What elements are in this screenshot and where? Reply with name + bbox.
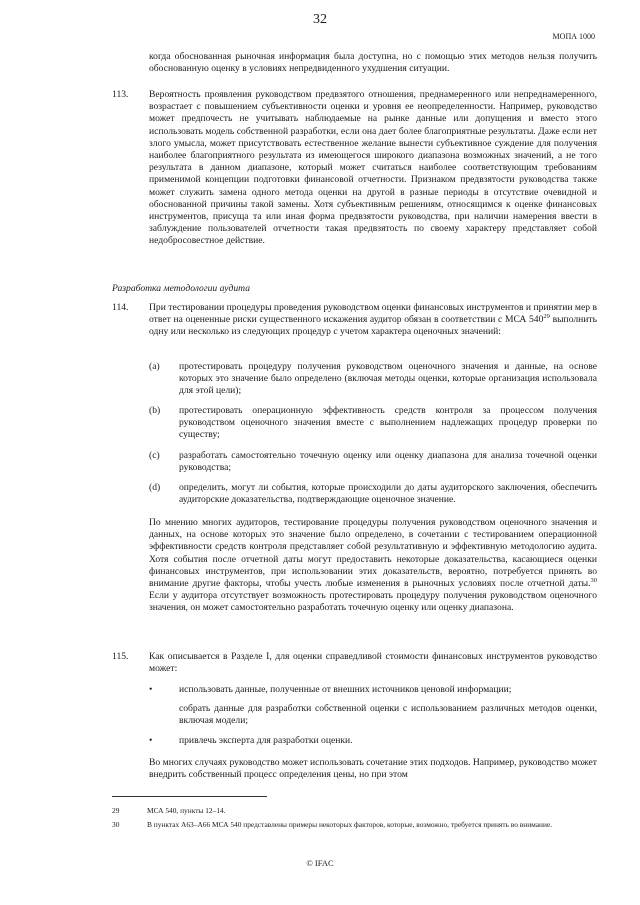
page-number: 32 [313,12,327,27]
text-segment: При тестировании процедуры проведения руководством оценки финансовых инструментов и принятии мер в ответ на оцененные риски существенного искажения аудитор обязан в соответствии с МСА 540 [149,302,597,326]
paragraph-113 [112,89,597,248]
text-segment: По мнению многих аудиторов, тестирование процедуры получения руководством оценочного значения и данных, на основе которых это значение было определено, в сочетании с тестированием операционной эффективности средств контроля представляет собой результативную и эффективную методологию аудита. Хотя события после отчетной даты могут предоставить некоторые доказательства, касающиеся оценки финансовых инструментов, при использовании этих доказательств, вероятно, потребуется принять во внимание другие факторы, чтобы учесть любые изменения в рыночных условиях после отчетной даты. [149,517,597,590]
paragraph-text: Вероятность проявления руководством предвзятого отношения, преднамеренного или непреднамеренного, возрастает с повышением субъективности оценки и уровня ее неопределенности. Например, руководство может предпочесть не учитывать наблюдаемые на рынке данные или допущения и вместо этого использовать модель собственной разработки, если она дает более благоприятные результаты. Даже если нет злого умысла, может присутствовать естественное желание вынести субъективное суждение для получения наиболее благоприятного результата из имеющегося широкого диапазона возможных значений, а не того результата в данном диапазоне, который может считаться наиболее соответствующим требованиям применимой концепции подготовки финансовой отчетности. Признаком предвзятости руководства также может служить замена одного метода оценки на другой в разные периоды в отсутствие очевидной и обоснованной причины такой замены. Хотя субъективным решениям, относящимся к оценке финансовых инструментов, присуща та или иная форма предвзятости руководства, при наличии намерения ввести в заблуждение пользователей отчетности такая предвзятость по своему характеру представляет собой недобросовестное действие. [149,89,597,247]
list-item-b [149,405,597,442]
bullet-item [149,735,597,747]
text-segment: Если у аудитора отсутствует возможность протестировать процедуру получения руководством оценочного значения, он может самостоятельно разработать точечную оценку или оценку диапазона. [149,590,597,614]
footnote-ref: 29 [543,313,550,321]
paragraph-114-continued [149,517,597,615]
bullet-text: использовать данные, полученные от внешних источников ценовой информации; [179,684,512,695]
list-item-c [149,450,597,474]
list-label: (b) [149,405,161,416]
text-segment: выполнить одну или несколько из следующих процедур с учетом характера оценочных значений: [149,314,597,338]
paragraph-text: Как описывается в Разделе I, для оценки справедливой стоимости финансовых инструментов руководство может: [149,651,597,675]
bullet-text: собрать данные для разработки собственной оценки с использованием различных методов оценки, включая модели; [179,703,597,727]
footnote-text: В пунктах А63–А66 МСА 540 представлены примеры некоторых факторов, которые, возможно, требуется принять во внимание. [147,820,553,829]
list-text: разработать самостоятельно точечную оценку или оценку диапазона для анализа точечной оценки руководства; [179,450,597,474]
footnote-30 [112,820,597,830]
list-item-a [149,361,597,398]
paragraph-number: 114. [112,302,129,313]
bullet-item [149,703,597,727]
list-text: определить, могут ли события, которые происходили до даты аудиторского заключения, обеспечить аудиторские доказательства, подтверждающие оценочное значение. [179,482,597,506]
paragraph-text [149,302,597,339]
paragraph-115 [112,651,597,675]
footnote-ref: 30 [590,576,597,584]
footnote-text: МСА 540, пункты 12–14. [147,806,226,815]
footnote-29 [112,806,597,816]
list-item-d [149,482,597,506]
paragraph-115-continued: Во многих случаях руководство может использовать сочетание этих подходов. Например, руководство может внедрить собственный процесс определения цены, но при этом [149,757,597,781]
paragraph-number: 113. [112,89,129,100]
list-text: протестировать процедуру получения руководством оценочного значения и данные, на основе которых это значение было определено (включая методы оценки, которые организация использовала для этой цели); [179,361,597,397]
paragraph-number: 115. [112,651,129,662]
section-heading: Разработка методологии аудита [112,283,250,294]
bullet-icon: • [149,735,153,746]
bullet-text: привлечь эксперта для разработки оценки. [179,735,353,746]
list-label: (d) [149,482,161,493]
document-code: МОПА 1000 [552,32,595,41]
list-label: (a) [149,361,160,372]
page-footer: © IFAC [306,858,334,868]
list-text: протестировать операционную эффективность средств контроля за процессом получения руководством оценочного значения вместе с выполнением надлежащих процедур проверки по существу; [179,405,597,441]
continuation-paragraph: когда обоснованная рыночная информация была доступна, но с помощью этих методов нельзя получить обоснованную оценку в условиях непредвиденного ухудшения ситуации. [149,51,597,75]
bullet-item [149,684,597,696]
bullet-icon: • [149,684,153,695]
paragraph-114 [112,302,597,339]
list-label: (c) [149,450,160,461]
footnote-divider [112,796,267,797]
footnote-number: 30 [112,820,120,829]
footnote-number: 29 [112,806,120,815]
